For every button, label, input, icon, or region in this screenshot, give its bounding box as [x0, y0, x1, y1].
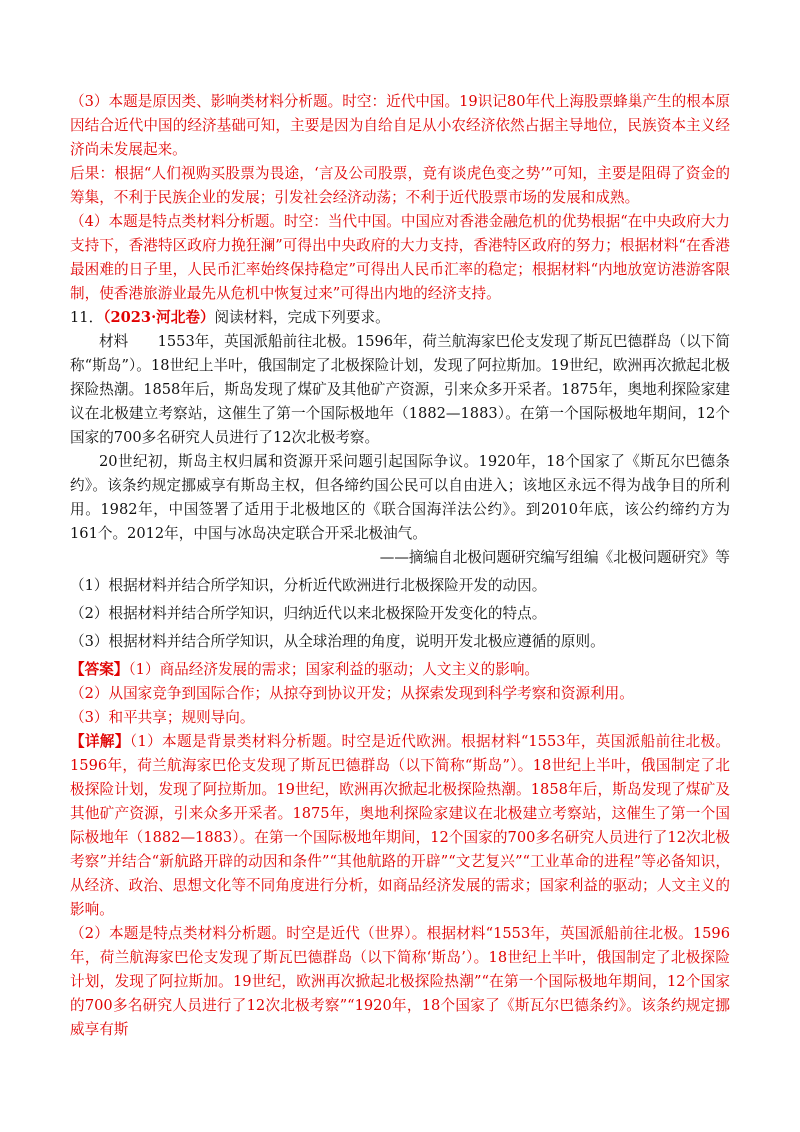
answer-1: （1）商品经济发展的需求；国家利益的驱动；人文主义的影响。 [128, 661, 540, 678]
question-instruction: 阅读材料，完成下列要求。 [214, 309, 390, 326]
detail-label: 【详解】 [70, 733, 130, 750]
detail-part-2: （2）本题是特点类材料分析题。时空是近代（世界）。根据材料“1553年，英国派船前往北极。1596年，荷兰航海家巴伦支发现了斯瓦巴德群岛（以下简称‘斯岛’）。18世纪上半叶，俄国制定了北极探险计划，发现了阿拉斯加。19世纪，欧洲再次掀起北极探险热潮”“在第一个国际极地年期间，12个国家的700多名研究人员进行了12次北极考察”“1920年，18个国家了《斯瓦尔巴德条约》。该条约规定挪威享有斯 [70, 925, 730, 1038]
sub-question-1: （1）根据材料并结合所学知识，分析近代欧洲进行北极探险开发的动因。 [70, 577, 547, 594]
question-header [70, 306, 730, 330]
sub-question-3: （3）根据材料并结合所学知识，从全球治理的角度，说明开发北极应遵循的原则。 [70, 633, 605, 650]
answer-line-1 [70, 658, 730, 682]
document-page [70, 90, 730, 1042]
material-text-1: 1553年，英国派船前往北极。1596年，荷兰航海家巴伦支发现了斯瓦巴德群岛（以下简称“斯岛”）。18世纪上半叶，俄国制定了北极探险计划，发现了阿拉斯加。19世纪，欧洲再次掀起北极探险热潮。1858年后，斯岛发现了煤矿及其他矿产资源，引来众多开采者。1875年，奥地利探险家建议在北极建立考察站，这催生了第一个国际极地年（1882—1883）。在第一个国际极地年期间，12个国家的700多名研究人员进行了12次北极考察。 [70, 333, 730, 446]
question-source: （2023·河北卷） [103, 309, 215, 326]
sub-question-2: （2）根据材料并结合所学知识，归纳近代以来北极探险开发变化的特点。 [70, 605, 547, 622]
material-label: 材料 [99, 333, 129, 350]
material-paragraph-1 [70, 330, 730, 450]
material-source: ——摘编自北极问题研究编写组编《北极问题研究》等 [379, 549, 730, 566]
answer-label: 【答案】 [70, 661, 129, 678]
answer-2: （2）从国家竞争到国际合作；从掠夺到协议开发；从探索发现到科学考察和资源利用。 [70, 685, 634, 702]
material-paragraph-2: 20世纪初，斯岛主权归属和资源开采问题引起国际争议。1920年，18个国家了《斯瓦尔巴德条约》。该条约规定挪威享有斯岛主权，但各缔约国公民可以自由进入；该地区永远不得为战争目的所利用。1982年，中国签署了适用于北极地区的《联合国海洋法公约》。到2010年底，该公约缔约方为161个。2012年，中国与冰岛决定联合开采北极油气。 [70, 453, 730, 542]
answer-3: （3）和平共享；规则导向。 [70, 709, 255, 726]
prev-answer-part3: （3）本题是原因类、影响类材料分析题。时空：近代中国。19识记80年代上海股票蜂巢产生的根本原因结合近代中国的经济基础可知，主要是因为自给自足从小农经济依然占据主导地位，民族资本主义经济尚未发展起来。 [70, 93, 730, 158]
prev-answer-part4: （4）本题是特点类材料分析题。时空：当代中国。中国应对香港金融危机的优势根据“在中央政府大力支持下，香港特区政府力挽狂澜”可得出中央政府的大力支持，香港特区政府的努力；根据材料“在香港最困难的日子里，人民币汇率始终保持稳定”可得出人民币汇率的稳定；根据材料“内地放宽访港游客限制，使香港旅游业最先从危机中恢复过来”可得出内地的经济支持。 [70, 213, 730, 302]
detail-1: （1）本题是背景类材料分析题。时空是近代欧洲。根据材料“1553年，英国派船前往北极。1596年，荷兰航海家巴伦支发现了斯瓦巴德群岛（以下简称“斯岛”）。18世纪上半叶，俄国制定了北极探险计划，发现了阿拉斯加。19世纪，欧洲再次掀起北极探险热潮。1858年后，斯岛发现了煤矿及其他矿产资源，引来众多开采者。1875年，奥地利探险家建议在北极建立考察站，这催生了第一个国际极地年（1882—1883）。在第一个国际极地年期间，12个国家的700多名研究人员进行了12次北极考察”并结合“新航路开辟的动因和条件”“其他航路的开辟”“文艺复兴”“工业革命的进程”等必备知识，从经济、政治、思想文化等不同角度进行分析，如商品经济发展的需求；国家利益的驱动；人文主义的影响。 [70, 733, 730, 918]
question-number: 11． [70, 309, 104, 326]
prev-answer-consequence: 后果：根据“人们视购买股票为畏途，‘言及公司股票，竟有谈虎色变之势’”可知，主要是阻碍了资金的筹集，不利于民族企业的发展；引发社会经济动荡；不利于近代股票市场的发展和成熟。 [70, 165, 730, 206]
detail-part-1 [70, 730, 730, 922]
